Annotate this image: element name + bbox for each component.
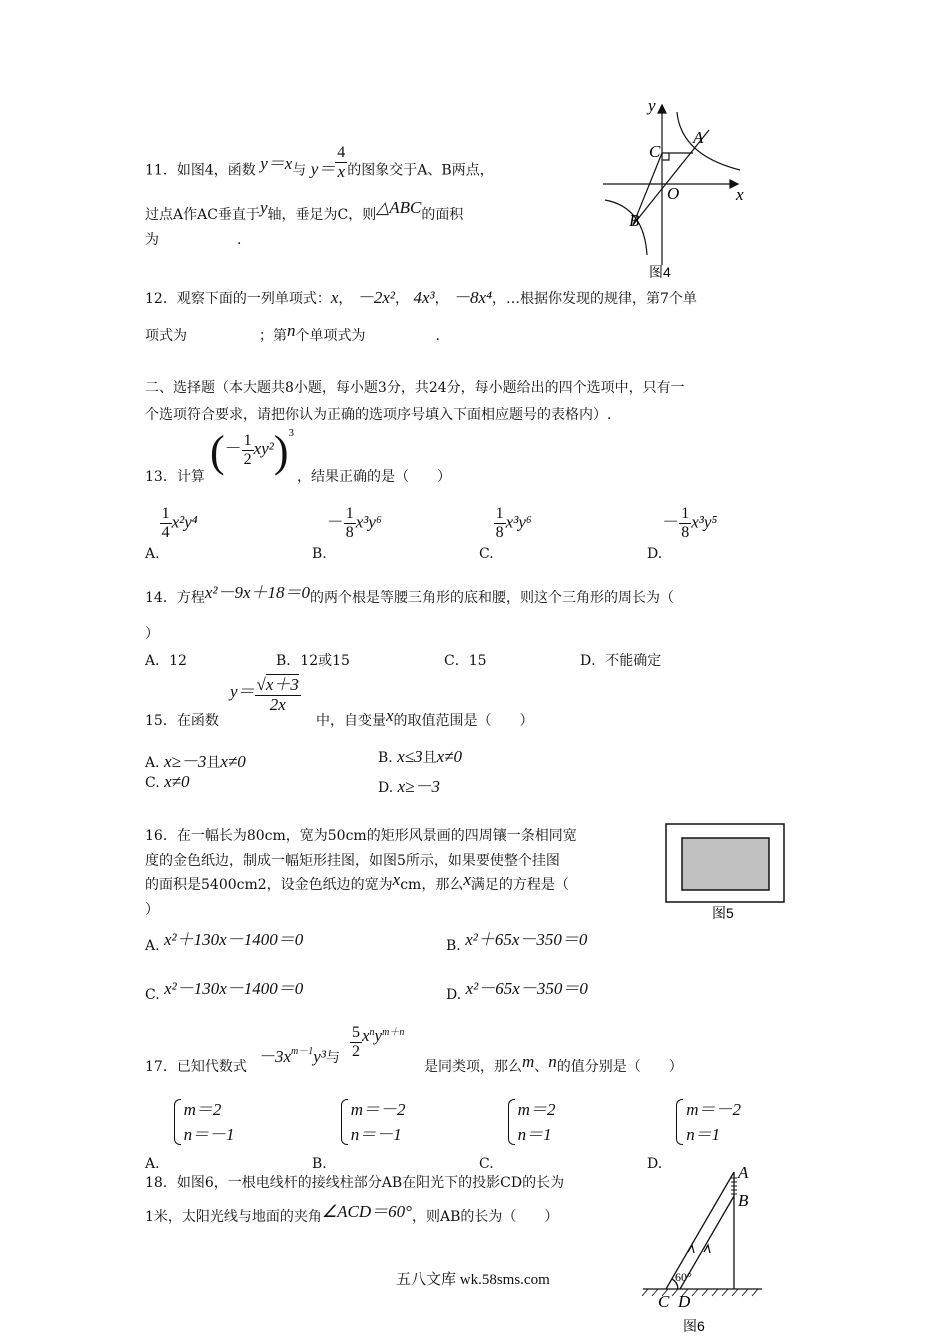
q11-line1: 11．如图4，函数 y＝x与 y＝ $\frac{4}{x}$ 的图象交于A、B两点，: [145, 144, 494, 181]
label-x: x: [736, 185, 744, 204]
q13-option-d[interactable]: D.－ $\frac{1}{8}$ x³y⁵: [647, 505, 718, 562]
q13-option-c[interactable]: C. $\frac{1}{8}$ x³y⁶: [479, 505, 532, 562]
label-a: A: [693, 128, 704, 147]
q14-stem-close: ）: [145, 626, 159, 642]
right-angle-mark: [662, 153, 669, 160]
angle-label: 60°: [675, 1270, 692, 1284]
figure-6-diagram: [638, 1160, 768, 1338]
q17-option-c[interactable]: C. m＝2 n＝1: [479, 1097, 555, 1147]
figure-5-frame: [664, 822, 787, 922]
label-a: A: [738, 1163, 749, 1182]
q13-option-b[interactable]: B.－ $\frac{1}{8}$ x³y⁶: [312, 505, 382, 562]
q15-option-c[interactable]: C. x≠0: [145, 772, 190, 791]
figure-4-graph: [595, 95, 760, 285]
q15-stem: 15．在函数: [145, 713, 219, 729]
q13-stem: 13．计算: [145, 469, 205, 485]
q11-line3: 为 .: [145, 232, 242, 248]
q15-option-d[interactable]: D. x≥－3: [378, 777, 441, 796]
q16-option-b[interactable]: B. x²＋65x－350＝0: [446, 930, 588, 954]
q15-function: y＝ $\frac{√x+3}{2x}$: [230, 675, 299, 714]
q12-line1: 12．观察下面的一列单项式：x， －2x²， 4x³， －8x⁴，…根据你发现的规律，第7个单: [145, 288, 697, 307]
q17-stem-start: 17．已知代数式: [145, 1059, 247, 1075]
q17-option-d[interactable]: D. m＝－2 n＝1: [647, 1097, 741, 1147]
q14-option-a[interactable]: A．12: [145, 653, 187, 669]
q14-option-c[interactable]: C．15: [444, 653, 487, 669]
q17-stem-end: 是同类项，那么m、n的值分别是（ ）: [424, 1052, 683, 1075]
q17-term-2: $\frac{5}{2}$ $x^ny^{m+n}$: [352, 1024, 405, 1060]
q16-option-c[interactable]: C. x²－130x－1400＝0: [145, 979, 304, 1003]
q17-option-a[interactable]: A. m＝2 n＝－1: [145, 1097, 235, 1147]
section-2-heading-line1: 二、选择题（本大题共8小题，每小题3分，共24分，每小题给出的四个选项中，只有一: [145, 380, 685, 396]
label-b: B: [738, 1191, 749, 1210]
q16-line1: 16．在一幅长为80cm，宽为50cm的矩形风景画的四周镶一条相同宽: [145, 828, 577, 844]
q16-line4: ）: [145, 902, 159, 918]
label-c: C: [658, 1292, 670, 1311]
q16-line3: 的面积是5400cm2，设金色纸边的宽为xcm，那么x满足的方程是（: [145, 870, 569, 893]
q18-line2: 1米，太阳光线与地面的夹角∠ACD＝60°，则AB的长为（ ）: [145, 1202, 559, 1225]
q18-line1: 18．如图6，一根电线杆的接线柱部分AB在阳光下的投影CD的长为: [145, 1175, 565, 1191]
hyperbola-branch-2: [605, 200, 647, 255]
label-d: D: [678, 1292, 691, 1311]
q15-stem-tail: 中，自变量x的取值范围是（ ）: [316, 706, 534, 729]
hyperbola-branch-1: [677, 112, 740, 170]
figure-4-caption: 图4: [649, 264, 671, 280]
q14-option-b[interactable]: B．12或15: [276, 653, 350, 669]
q16-line2: 度的金色纸边，制成一幅矩形挂图，如图5所示，如果要使整个挂图: [145, 853, 560, 869]
q13-expression: (－ $\frac{1}{2}$ xy²)$^3$: [210, 427, 294, 476]
section-2-heading-line2: 个选项符合要求，请把你认为正确的选项序号填入下面相应题号的表格内）.: [145, 407, 612, 423]
q13-option-a[interactable]: A. $\frac{1}{4}$ x²y⁴: [145, 505, 198, 562]
q13-stem-tail: ，结果正确的是（ ）: [297, 469, 451, 485]
footer-watermark: 五八文库 wk.58sms.com: [396, 1272, 550, 1288]
q14-stem: 14．方程x²－9x＋18＝0的两个根是等腰三角形的底和腰，则这个三角形的周长为（: [145, 583, 675, 606]
q11-line2: 过点A作AC垂直于y轴，垂足为C，则△ABC的面积: [145, 198, 464, 223]
y-axis-arrow: [658, 105, 666, 113]
q16-option-d[interactable]: D. x²－65x－350＝0: [446, 979, 588, 1003]
q15-option-a[interactable]: A. x≥－3且x≠0: [145, 752, 246, 771]
inner-painting: [682, 838, 769, 890]
q12-line2: 项式为 ；第n个单项式为 .: [145, 321, 440, 344]
figure-5-caption: 图5: [712, 905, 734, 921]
label-y: y: [648, 96, 656, 115]
label-o: O: [667, 184, 680, 203]
q15-option-b[interactable]: B. x≤3且x≠0: [378, 747, 462, 766]
q17-option-b[interactable]: B. m＝－2 n＝－1: [312, 1097, 406, 1147]
label-c: C: [649, 142, 661, 161]
q14-option-d[interactable]: D．不能确定: [580, 653, 662, 669]
label-b: B: [629, 211, 640, 230]
figure-6-caption: 图6: [683, 1318, 705, 1334]
q17-term-1: $-3x^{m-1}y^3$与: [258, 1046, 340, 1066]
q16-option-a[interactable]: A. x²＋130x－1400＝0: [145, 930, 304, 954]
